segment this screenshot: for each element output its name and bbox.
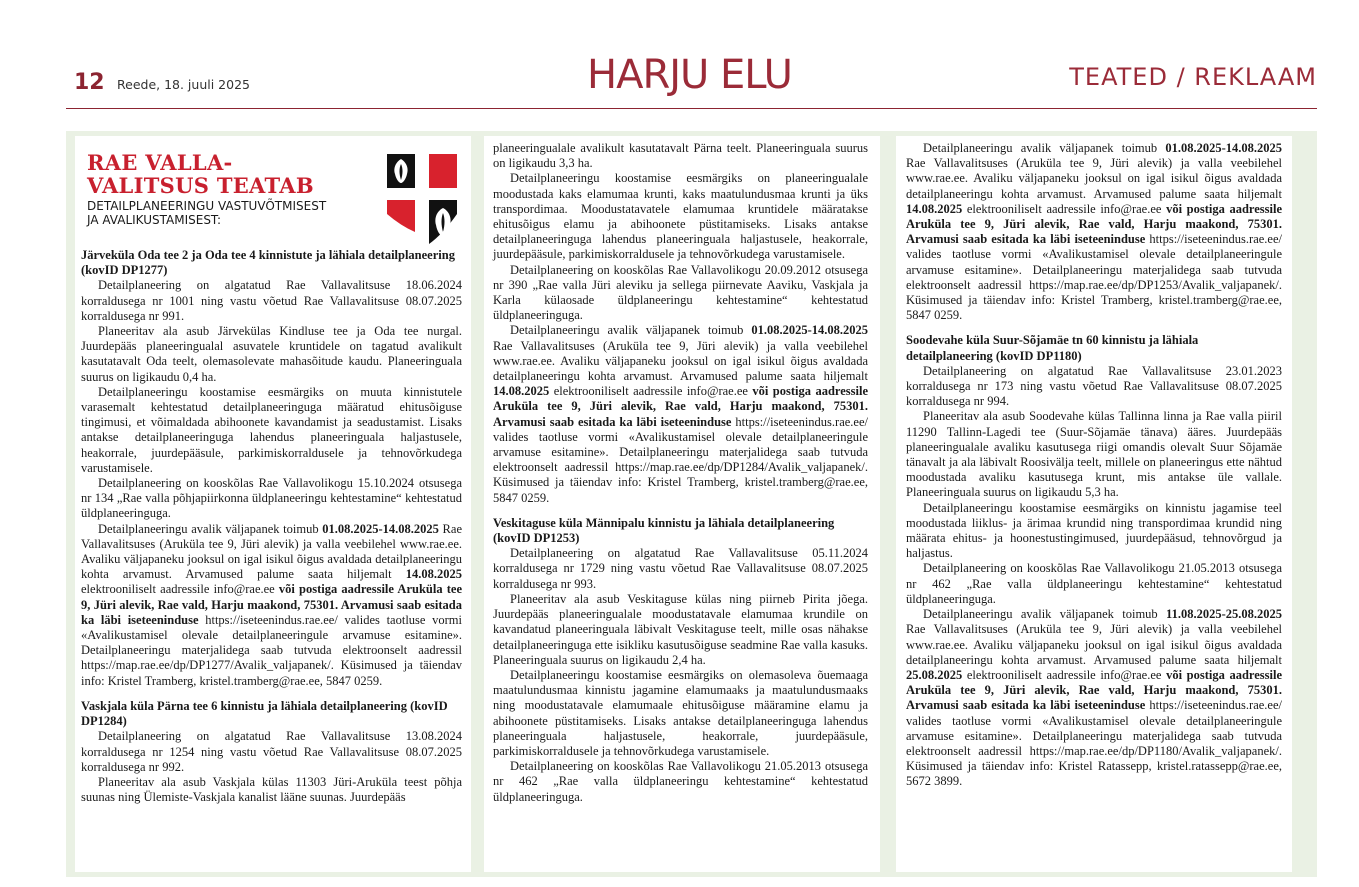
text-run: elektrooniliselt aadressile info@rae.ee bbox=[962, 201, 1167, 216]
dp1253-paragraph: Detailplaneeringu koostamise eesmärgiks on olemasoleva õuemaaga maatulundusmaa kinnistu jagamine elamumaaks ja maatulundusmaaks ning moodustatavale elamumaale ehitusõiguse määramine elamu ja abihoonete püstitamiseks. Lisaks antakse detailplaneeringuga lahendus planeeringuala haljastusele, heakorrale, juurdepääsule, parkimiskorraldusele ja tehnovõrkudega varustamisele. bbox=[493, 667, 868, 758]
notice-subtitle-line1: DETAILPLANEERINGU VASTUVÕTMISEST bbox=[87, 199, 327, 213]
dp1284-paragraph: Detailplaneering on algatatud Rae Vallavalitsuse 13.08.2024 korraldusega nr 1254 ning vastu võetud Rae Vallavalitsuse 08.07.2025 korraldusega nr 992. bbox=[81, 729, 462, 774]
notice-subtitle-line2: JA AVALIKUSTAMISEST: bbox=[87, 213, 221, 227]
exhibition-dates: 11.08.2025-25.08.2025 bbox=[1166, 607, 1282, 622]
exhibition-dates: 01.08.2025-14.08.2025 bbox=[1165, 141, 1282, 155]
notice-header bbox=[81, 142, 462, 242]
dp1284-exhibition-paragraph bbox=[493, 323, 868, 505]
dp1284-paragraph: Planeeritav ala asub Vaskjala külas 11303 Jüri-Aruküla teest põhja suunas ning Ülemiste-Vaskjala kanalist lääne suunas. Juurdepääs bbox=[81, 774, 462, 805]
rae-vald-coat-of-arms-icon bbox=[387, 154, 457, 246]
text-run: Detailplaneeringu avalik väljapanek toimub bbox=[923, 141, 1166, 155]
exhibition-dates: 01.08.2025-14.08.2025 bbox=[322, 521, 439, 536]
dp1180-paragraph: Planeeritav ala asub Soodevahe külas Tallinna linna ja Rae valla piiril 11290 Tallinn-Lagedi tee (Suur-Sõjamäe tänava) ääres. Juurdepääs planeeringualale avaliku kasutusega riigi omandis olevalt Suur Sõjamäe tänavalt ja ala läbivalt Roosivälja teelt, millele on planeeringus ette nähtud moodustada avaliku kasutusega krunt, mis antakse üle vallale. Planeeringuala suurus on ligikaudu 5,3 ha. bbox=[906, 409, 1282, 500]
dp1180-paragraph: Detailplaneeringu koostamise eesmärgiks on kinnistu jagamise teel moodustada liiklus- ja ärimaa krundid ning transpordimaa krundid ning määrata ehitus- ja hoonestustingimused, juurdepääsud, tehnovõrgud ja haljastus. bbox=[906, 500, 1282, 561]
newspaper-logo: HARJU ELU bbox=[587, 52, 792, 98]
postal-address: või postiga aadressile Aruküla tee 9, Jüri alevik, Rae vald, Harju maakond, 75301. Arvamusi saab esitada ka läbi iseteeninduse bbox=[906, 667, 1282, 713]
dp1253-paragraph: Detailplaneering on kooskõlas Rae Vallavolikogu 21.05.2013 otsusega nr 462 „Rae valla üldplaneeringu kehtestamine“ kehtestatud üldplaneeringuga. bbox=[493, 759, 868, 804]
text-run: Detailplaneeringu avalik väljapanek toimub bbox=[510, 323, 752, 338]
dp1284-heading: Vaskjala küla Pärna tee 6 kinnistu ja lähiala detailplaneering (kovID DP1284) bbox=[81, 698, 448, 729]
masthead bbox=[0, 0, 1359, 112]
dp1284-paragraph: Detailplaneeringu koostamise eesmärgiks on planeeringualale moodustada kaks elamumaa krunti, kaks maatulundusmaa krunti ja üks transpordimaa. Moodustatavatele elamumaa kruntidele määratakse ehitusõigus elamu ja abihoonete püstitamiseks. Lisaks antakse detailplaneeringuga lahendus planeeringuala haljastusele, heakorrale, juurdepääsule, parkimiskorraldusele ja tehnovõrkudega varustamisele. bbox=[493, 171, 868, 262]
column-2 bbox=[484, 136, 880, 872]
column-3 bbox=[896, 136, 1292, 872]
text-run: elektrooniliselt aadressile info@rae.ee bbox=[962, 667, 1167, 682]
dp1180-exhibition-paragraph bbox=[906, 607, 1282, 789]
dp1253-exhibition-paragraph bbox=[906, 141, 1282, 323]
postal-address: või postiga aadressile Aruküla tee 9, Jüri alevik, Rae vald, Harju maakond, 75301. Arvamusi saab esitada ka läbi iseteeninduse bbox=[493, 384, 868, 429]
postal-address: või postiga aadressile Aruküla tee 9, Jüri alevik, Rae vald, Harju maakond, 75301. Arvamusi saab esitada ka läbi iseteeninduse bbox=[906, 201, 1282, 247]
dp1180-paragraph: Detailplaneering on kooskõlas Rae Vallavolikogu 21.05.2013 otsusega nr 462 „Rae valla üldplaneeringu kehtestamine“ kehtestatud üldplaneeringuga. bbox=[906, 561, 1282, 606]
section-title: TEATED / REKLAAM bbox=[1069, 63, 1317, 91]
dp1277-paragraph: Detailplaneering on kooskõlas Rae Vallavolikogu 15.10.2024 otsusega nr 134 „Rae valla põhjapiirkonna üldplaneeringu kehtestamine“ kehtestatud üldplaneeringuga. bbox=[81, 476, 462, 521]
dp1277-paragraph: Detailplaneeringu koostamise eesmärgiks on muuta kinnistutele varasemalt kehtestatud detailplaneeringuga määratud ehitusõiguse tingimusi, et võimaldada abihoonete kavandamist ja seadustamist. Lisaks antakse detailplaneeringuga lahendus planeeringuala haljastusele, heakorrale, juurdepääsule, parkimiskorraldusele ja tehnovõrkudega varustamisele. bbox=[81, 384, 462, 475]
dp1277-exhibition-paragraph bbox=[81, 522, 462, 689]
dp1284-paragraph: planeeringualale avalikult kasutatavalt Pärna teelt. Planeeringuala suurus on ligikaudu 3,3 ha. bbox=[493, 141, 868, 171]
deadline-date: 14.08.2025 bbox=[405, 567, 462, 582]
dp1253-heading: Veskitaguse küla Männipalu kinnistu ja lähiala detailplaneering (kovID DP1253) bbox=[493, 515, 835, 546]
text-run: https://iseteenindus.rae.ee/ valides taotluse vormi «Avalikustamisel olevale detailplaneeringule arvamuse esitamine». Detailplaneeringu materjalidega saab tutvuda elektroonselt aadressil https://map.rae.ee/dp/DP1277/Avalik_valjapanek/. Küsimused ja täiendav info: Kristel Tramberg, kristel.tramberg@rae.ee, 5847 0259. bbox=[81, 612, 462, 688]
dp1253-paragraph: Planeeritav ala asub Veskitaguse külas ning piirneb Pirita jõega. Juurdepääs planeeringualale moodustatavale elamumaa krundile on kavandatud planeeringuala läbivalt Veskitaguse teelt, mille osas nähakse detailplaneeringuga ette isikliku kasutusõiguse seadmine Rae valla kasuks. Planeeringuala suurus on ligikaudu 2,4 ha. bbox=[493, 591, 868, 667]
text-run: Detailplaneeringu avalik väljapanek toimub bbox=[923, 607, 1167, 622]
header-rule bbox=[66, 108, 1317, 109]
notice-subtitle bbox=[87, 199, 326, 227]
dp1277-heading: Järveküla Oda tee 2 ja Oda tee 4 kinnistute ja lähiala detailplaneering (kovID DP1277) bbox=[81, 248, 455, 278]
dp1277-paragraph: Planeeritav ala asub Järvekülas Kindluse tee ja Oda tee nurgal. Juurdepääs planeeringualal asuvatele kruntidele on tagatud avalikult kasutatavalt Oda teelt, olemasolevate mahasõitude kaudu. Planeeringuala suurus on ligikaudu 0,4 ha. bbox=[81, 324, 462, 384]
notice-title-line1: RAE VALLA- bbox=[87, 150, 233, 175]
text-run: elektrooniliselt aadressile info@rae.ee bbox=[549, 384, 753, 399]
text-run: elektrooniliselt aadressile info@rae.ee bbox=[81, 582, 279, 597]
text-run: Rae Vallavalitsuses (Aruküla tee 9, Jüri alevik) ja valla veebilehel www.rae.ee. Avaliku väljapaneku jooksul on igal isikul õigus avaldada detailplaneeringu kohta arvamust. Arvamused palume saata hiljemalt bbox=[906, 156, 1282, 201]
dp1277-paragraph: Detailplaneering on algatatud Rae Vallavalitsuse 18.06.2024 korraldusega nr 1001 ning vastu võetud Rae Vallavalitsuse 08.07.2025 korraldusega nr 991. bbox=[81, 278, 462, 323]
text-run: Rae Vallavalitsuses (Aruküla tee 9, Jüri alevik) ja valla veebilehel www.rae.ee. Avaliku väljapaneku jooksul on igal isikul õigus avaldada detailplaneeringu kohta arvamust. Arvamused palume saata hiljemalt bbox=[493, 338, 868, 384]
notice-title-line2: VALITSUS TEATAB bbox=[87, 173, 314, 198]
deadline-date: 25.08.2025 bbox=[906, 667, 963, 682]
dp1180-paragraph: Detailplaneering on algatatud Rae Vallavalitsuse 23.01.2023 korraldusega nr 173 ning vastu võetud Rae Vallavalitsuse 08.07.2025 korraldusega nr 994. bbox=[906, 363, 1282, 409]
column-1 bbox=[75, 136, 471, 872]
page-number: 12 bbox=[74, 70, 105, 95]
dp1284-paragraph: Detailplaneering on kooskõlas Rae Vallavolikogu 20.09.2012 otsusega nr 390 „Rae valla Jüri aleviku ja sellega piirnevate Aaviku, Vaskjala ja Karla külaosade üldplaneeringu kehtestamine“ kehtestatud üldplaneeringuga. bbox=[493, 262, 868, 323]
deadline-date: 14.08.2025 bbox=[493, 384, 550, 399]
exhibition-dates: 01.08.2025-14.08.2025 bbox=[751, 323, 868, 338]
notice-panel bbox=[66, 131, 1317, 877]
notice-title bbox=[87, 151, 314, 197]
deadline-date: 14.08.2025 bbox=[906, 201, 963, 216]
text-run: https://iseteenindus.rae.ee/ valides taotluse vormi «Avalikustamisel olevale detailplaneeringule arvamuse esitamine». Detailplaneeringu materjalidega saab tutvuda elektroonselt aadressil https://map.rae.ee/dp/DP1253/Avalik_valjapanek/. Küsimused ja täiendav info: Kristel Tramberg, kristel.tramberg@rae.ee, 5847 0259. bbox=[906, 232, 1282, 323]
dp1180-heading: Soodevahe küla Suur-Sõjamäe tn 60 kinnistu ja lähiala detailplaneering (kovID DP1180) bbox=[906, 333, 1199, 363]
text-run: https://iseteenindus.rae.ee/ valides taotluse vormi «Avalikustamisel olevale detailplaneeringule arvamuse esitamine». Detailplaneeringu materjalidega saab tutvuda elektroonselt aadressil https://map.rae.ee/dp/DP1180/Avalik_valjapanek/. Küsimused ja täiendav info: Kristel Ratassepp, kristel.ratassepp@rae.ee, 5672 3899. bbox=[906, 698, 1282, 789]
postal-address: või postiga aadressile Aruküla tee 9, Jüri alevik, Rae vald, Harju maakond, 75301. Arvamusi saab esitada ka läbi iseteeninduse bbox=[81, 582, 462, 627]
text-run: Rae Vallavalitsuses (Aruküla tee 9, Jüri alevik) ja valla veebilehel www.rae.ee. Avaliku väljapaneku jooksul on igal isikul õigus avaldada detailplaneeringu kohta arvamust. Arvamused palume saata hiljemalt bbox=[81, 521, 462, 582]
text-run: https://iseteenindus.rae.ee/ valides taotluse vormi «Avalikustamisel olevale detailplaneeringule arvamuse esitamine». Detailplaneeringu materjalidega saab tutvuda elektroonselt aadressil https://map.rae.ee/dp/DP1284/Avalik_valjapanek/. Küsimused ja täiendav info: Kristel Tramberg, kristel.tramberg@rae.ee, 5847 0259. bbox=[493, 414, 869, 505]
text-run: Detailplaneeringu avalik väljapanek toimub bbox=[98, 521, 323, 536]
text-run: Rae Vallavalitsuses (Aruküla tee 9, Jüri alevik) ja valla veebilehel www.rae.ee. Avaliku väljapaneku jooksul on igal isikul õigus avaldada detailplaneeringu kohta arvamust. Arvamused palume saata hiljemalt bbox=[906, 622, 1282, 667]
issue-date: Reede, 18. juuli 2025 bbox=[117, 77, 250, 92]
dp1253-paragraph: Detailplaneering on algatatud Rae Vallavalitsuse 05.11.2024 korraldusega nr 1729 ning vastu võetud Rae Vallavalitsuse 08.07.2025 korraldusega nr 993. bbox=[493, 546, 868, 591]
